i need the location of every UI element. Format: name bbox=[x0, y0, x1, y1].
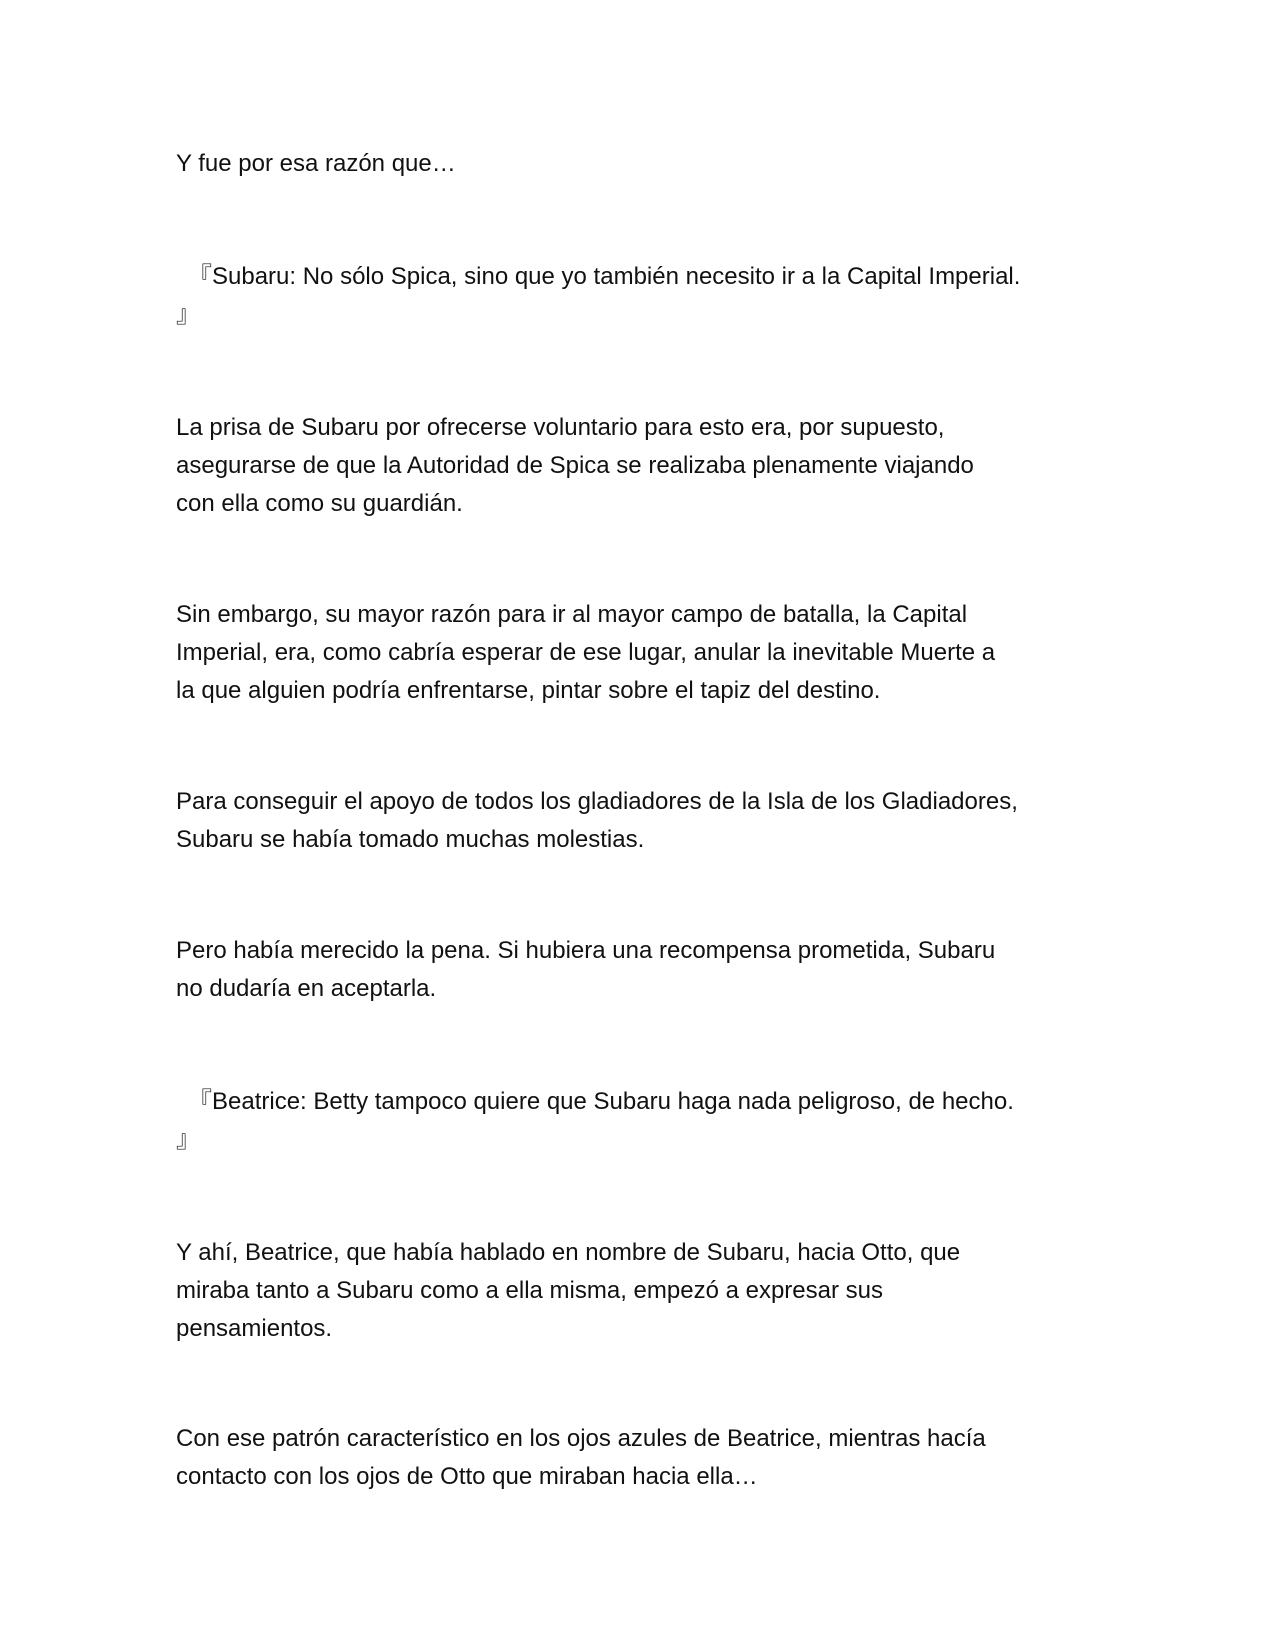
paragraph-narration bbox=[176, 932, 1096, 1008]
text-line: Pero había merecido la pena. Si hubiera una recompensa prometida, Subaru bbox=[176, 937, 996, 964]
text-line: pensamientos. bbox=[176, 1315, 333, 1342]
paragraph-narration bbox=[176, 409, 1096, 523]
text-line: Sin embargo, su mayor razón para ir al mayor campo de batalla, la Capital bbox=[176, 601, 968, 628]
paragraph-narration bbox=[176, 783, 1096, 859]
text-line: 』 bbox=[176, 301, 200, 328]
text-line: miraba tanto a Subaru como a ella misma, empezó a expresar sus bbox=[176, 1277, 884, 1304]
text-line: con ella como su guardián. bbox=[176, 490, 463, 517]
paragraph-narration bbox=[176, 145, 1096, 183]
text-line: 』 bbox=[176, 1126, 200, 1153]
text-line: Con ese patrón característico en los ojos azules de Beatrice, mientras hacía bbox=[176, 1425, 986, 1452]
text-line: La prisa de Subaru por ofrecerse voluntario para esto era, por supuesto, bbox=[176, 414, 945, 441]
paragraph-narration bbox=[176, 1234, 1096, 1348]
paragraph-dialogue-beatrice bbox=[176, 1083, 1096, 1159]
paragraph-dialogue-subaru bbox=[176, 258, 1096, 334]
text-line: 『Beatrice: Betty tampoco quiere que Subaru haga nada peligroso, de hecho. bbox=[188, 1088, 1014, 1115]
paragraph-narration bbox=[176, 1420, 1096, 1496]
text-line: no dudaría en aceptarla. bbox=[176, 975, 437, 1002]
text-line: Y fue por esa razón que… bbox=[176, 150, 456, 177]
text-line: 『Subaru: No sólo Spica, sino que yo también necesito ir a la Capital Imperial. bbox=[188, 263, 1021, 290]
text-line: Imperial, era, como cabría esperar de ese lugar, anular la inevitable Muerte a bbox=[176, 639, 996, 666]
text-line: asegurarse de que la Autoridad de Spica se realizaba plenamente viajando bbox=[176, 452, 974, 479]
text-line: Para conseguir el apoyo de todos los gladiadores de la Isla de los Gladiadores, bbox=[176, 788, 1018, 815]
text-line: Subaru se había tomado muchas molestias. bbox=[176, 826, 645, 853]
paragraph-narration bbox=[176, 596, 1096, 710]
text-line: la que alguien podría enfrentarse, pintar sobre el tapiz del destino. bbox=[176, 677, 881, 704]
text-line: Y ahí, Beatrice, que había hablado en nombre de Subaru, hacia Otto, que bbox=[176, 1239, 961, 1266]
text-line: contacto con los ojos de Otto que miraban hacia ella… bbox=[176, 1463, 758, 1490]
